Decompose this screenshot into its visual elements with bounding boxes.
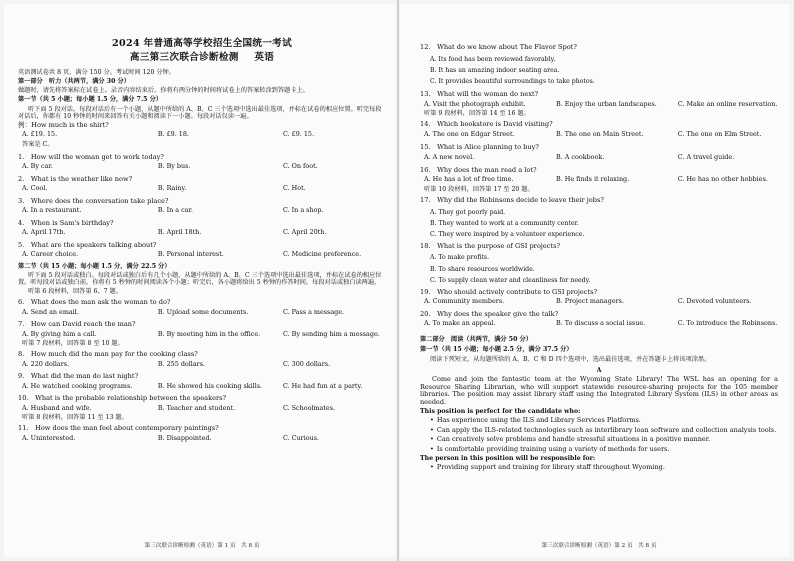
page-2-footer: 第三次联合诊断检测（英语）第 2 页 共 8 页	[541, 542, 657, 549]
question-18-option-b: B. To share resources worldwide.	[430, 265, 535, 273]
option-a: A. He watched cooking programs.	[22, 381, 133, 390]
page-divider	[397, 0, 399, 561]
option-b: B. 255 dollars.	[157, 359, 206, 368]
question-15-options	[420, 154, 778, 161]
page-1-content	[18, 4, 386, 557]
question-20: 20. Why does the speaker give the talk?	[420, 309, 559, 318]
option-c: C. 300 dollars.	[282, 359, 331, 368]
option-a: A. He has a lot of free time.	[424, 175, 514, 184]
option-b: B. The one on Main Street.	[556, 129, 644, 138]
option-c: C. By sending him a message.	[282, 329, 380, 338]
question-15: 15. What is Alice planning to buy?	[420, 142, 539, 151]
option-a: A. Community members.	[424, 297, 505, 306]
question-8: 8. How much did the man pay for the cooking class?	[18, 350, 198, 359]
option-c: C. £9. 15.	[282, 130, 315, 139]
option-a: A. To make an appeal.	[424, 319, 496, 328]
option-c: C. Hot.	[282, 184, 306, 193]
question-3: 3. Where does the conversation take place?	[18, 196, 169, 205]
question-13-options	[420, 101, 778, 108]
question-19-options	[420, 298, 778, 305]
option-a: A. April 17th.	[22, 228, 66, 237]
exam-subject: 英语	[254, 52, 275, 64]
question-5: 5. What are the speakers talking about?	[18, 240, 157, 249]
option-c: C. A travel guide.	[677, 152, 735, 161]
question-20-options	[420, 320, 778, 327]
material-9-note: 听第 9 段材料，回答第 14 至 16 题。	[424, 109, 530, 117]
option-a: A. Send an email.	[22, 307, 79, 316]
passage-paragraph-1: Come and join the fantastic team at the Wyoming State Library! The WSL has an opening for a Resource Sharing Librarian, who will support statewide resource-sharing projects for the 105 member libraries. The position may assist library staff using the Integrated Library System (ILS) in other areas as needed.	[420, 375, 778, 406]
passage-letter: A	[596, 367, 602, 375]
section-1-desc: 听下面 5 段对话。每段对话后有一个小题，从题中所给的 A、B、C 三个选项中选出最佳选项，并标在试卷的相应位置。听完每段对话后，你都有 10 秒钟的时间来回答有关小题和阅读下一小题。每段对话仅读一遍。	[18, 105, 382, 120]
material-7-note: 听第 7 段材料，回答第 8 至 10 题。	[22, 339, 124, 347]
option-b: B. In a car.	[157, 206, 193, 215]
option-a: A. Husband and wife.	[22, 403, 92, 412]
option-b: B. April 18th.	[157, 228, 202, 237]
question-12-option-a: A. Its food has been reviewed favorably.	[430, 55, 556, 63]
question-18-option-c: C. To supply clean water and cleanliness for needy.	[430, 276, 591, 284]
question-2: 2. What is the weather like now?	[18, 174, 133, 183]
question-8-options	[18, 361, 386, 368]
option-a: A. 220 dollars.	[22, 359, 70, 368]
option-c: C. April 20th.	[282, 228, 327, 237]
option-b: B. To discuss a social issue.	[556, 319, 646, 328]
option-a: A. Cool.	[22, 184, 48, 193]
question-4: 4. When is Sam's birthday?	[18, 218, 114, 227]
question-14-options	[420, 131, 778, 138]
option-b: B. Personal interest.	[157, 250, 224, 259]
option-c: C. To introduce the Robinsons.	[677, 319, 778, 328]
option-b: B. Enjoy the urban landscapes.	[556, 99, 657, 108]
question-13: 13. What will the woman do next?	[420, 89, 539, 98]
option-c: C. Devoted volunteers.	[677, 297, 752, 306]
candidate-bullet-3: • Can creatively solve problems and handle stressful situations in a positive manner.	[420, 436, 778, 443]
example-options	[18, 131, 386, 138]
option-a: A. Uninterested.	[22, 433, 76, 442]
candidate-bullet-2: • Can apply the ILS-related technologies such as interlibrary loan software and collection analysis tools.	[420, 427, 778, 434]
part-2-desc: 阅读下列短文，从每题所给的 A、B、C 和 D 四个选项中，选出最佳选项，并在答题卡上将该项涂黑。	[430, 355, 711, 363]
page-2-content	[420, 4, 778, 557]
question-4-options	[18, 229, 386, 236]
option-b: B. He showed his cooking skills.	[157, 381, 263, 390]
page-1-footer: 第三次联合诊断检测（英语）第 1 页 共 8 页	[144, 542, 260, 549]
question-12-option-b: B. It has an amazing indoor seating area.	[430, 66, 560, 74]
exam-info: 英语测试卷共 8 页，满分 150 分。考试时间 120 分钟。	[18, 69, 175, 77]
option-b: B. A cookbook.	[556, 152, 605, 161]
question-6: 6. What does the man ask the woman to do?	[18, 298, 171, 307]
option-a: A. In a restaurant.	[22, 206, 82, 215]
question-7-options	[18, 331, 386, 338]
candidate-heading: This position is perfect for the candidate who:	[420, 408, 581, 416]
part-2-heading: 第二部分 阅读（共两节，满分 50 分）	[420, 335, 532, 343]
option-a: A. £19. 15.	[22, 130, 58, 139]
exam-page-1	[4, 4, 396, 557]
option-b: B. Upload some documents.	[157, 307, 249, 316]
option-c: C. The one on Elm Street.	[677, 129, 762, 138]
question-12: 12. What do we know about The Flavor Spot?	[420, 43, 577, 51]
option-b: B. By meeting him in the office.	[157, 329, 261, 338]
question-12-option-c: C. It provides beautiful surroundings to take photos.	[430, 77, 595, 85]
question-17-option-b: B. They wanted to work at a community center.	[430, 219, 579, 227]
question-3-options	[18, 207, 386, 214]
option-b: B. Disappointed.	[157, 433, 212, 442]
option-c: C. Make an online reservation.	[677, 99, 778, 108]
exam-subtitle	[18, 52, 386, 63]
responsibility-bullet-1: • Providing support and training for library staff throughout Wyoming.	[420, 464, 778, 471]
question-17-option-a: A. They got poorly paid.	[430, 208, 506, 216]
material-10-note: 听第 10 段材料，回答第 17 至 20 题。	[424, 185, 534, 193]
option-a: A. A new novel.	[424, 152, 475, 161]
option-c: C. Curious.	[282, 433, 320, 442]
option-b: B. Rainy.	[157, 184, 187, 193]
question-19: 19. Who should actively contribute to GSI projects?	[420, 287, 598, 296]
question-18: 18. What is the purpose of GSI projects?	[420, 241, 560, 250]
question-16: 16. Why does the man read a lot?	[420, 165, 537, 174]
option-b: B. £9. 18.	[157, 130, 189, 139]
option-a: A. The one on Edgar Street.	[424, 129, 515, 138]
option-c: C. On foot.	[282, 162, 318, 171]
example-question: 例：How much is the shirt?	[18, 120, 109, 129]
question-1-options	[18, 163, 386, 170]
question-10-options	[18, 405, 386, 412]
question-5-options	[18, 251, 386, 258]
material-8-note: 听第 8 段材料，回答第 11 至 13 题。	[22, 413, 128, 421]
exam-subtitle-name: 高三第三次联合诊断检测	[129, 52, 239, 64]
question-6-options	[18, 309, 386, 316]
question-11-options	[18, 435, 386, 442]
option-c: C. He has no other hobbies.	[677, 175, 768, 184]
option-b: B. He finds it relaxing.	[556, 175, 630, 184]
question-2-options	[18, 185, 386, 192]
option-a: A. Career choice.	[22, 250, 79, 259]
option-c: C. He had fun at a party.	[282, 381, 363, 390]
responsibility-heading: The person in this position will be responsible for:	[420, 455, 596, 463]
candidate-bullet-4: • Is comfortable providing training using a variety of methods for users.	[420, 446, 778, 453]
material-6-note: 听第 6 段材料，回答第 6、7 题。	[28, 287, 122, 295]
instruction-note: 做题时，请先将答案标在试卷上。录音内容结束后，你将有两分钟的时间将试卷上的答案转涂到答题卡上。	[18, 87, 309, 95]
option-b: B. By bus.	[157, 162, 191, 171]
question-17: 17. Why did the Robinsons decide to leave their jobs?	[420, 195, 604, 204]
option-c: C. Medicine preference.	[282, 250, 362, 259]
part-1-heading: 第一部分 听力（共两节，满分 30 分）	[18, 78, 130, 86]
question-9-options	[18, 383, 386, 390]
question-7: 7. How can David reach the man?	[18, 320, 136, 328]
option-c: C. Schoolmates.	[282, 403, 336, 412]
question-17-option-c: C. They were inspired by a volunteer experience.	[430, 230, 585, 238]
example-answer: 答案是 C。	[22, 140, 54, 148]
section-2-desc: 听下面 5 段对话或独白。每段对话或独白后有几个小题，从题中所给的 A、B、C 三个选项中选出最佳选项，并标在试卷的相应位置。听每段对话或独白前，你将有 5 秒钟的时间阅读各个小题；听完后，各小题将给出 5 秒钟的作答时间。每段对话或独白读两遍。	[18, 271, 382, 286]
question-10: 10. What is the probable relationship between the speakers?	[18, 393, 227, 402]
option-c: C. Pass a message.	[282, 307, 345, 316]
question-11: 11. How does the man feel about contemporary paintings?	[18, 424, 219, 432]
option-c: C. In a shop.	[282, 206, 324, 215]
question-16-options	[420, 176, 778, 183]
part-2-section-1-heading: 第一节（共 15 小题；每小题 2.5 分，满分 37.5 分）	[420, 345, 573, 353]
question-18-option-a: A. To make profits.	[430, 254, 490, 262]
option-b: B. Teacher and student.	[157, 403, 236, 412]
section-2-heading: 第二节（共 15 小题；每小题 1.5 分，满分 22.5 分）	[18, 262, 171, 270]
question-14: 14. Which bookstore is David visiting?	[420, 120, 553, 129]
question-9: 9. What did the man do last night?	[18, 372, 139, 380]
question-1: 1. How will the woman get to work today?	[18, 152, 164, 161]
option-a: A. By car.	[22, 162, 53, 171]
option-b: B. Project managers.	[556, 297, 624, 306]
candidate-bullet-1: • Has experience using the ILS and Library Services Platforms.	[420, 417, 778, 424]
exam-page-2	[400, 4, 790, 557]
section-1-heading: 第一节（共 5 小题；每小题 1.5 分，满分 7.5 分）	[18, 96, 162, 104]
exam-title: 2024 年普通高等学校招生全国统一考试	[112, 38, 292, 49]
option-a: A. Visit the photograph exhibit.	[424, 99, 526, 108]
option-a: A. By giving him a call.	[22, 329, 97, 338]
